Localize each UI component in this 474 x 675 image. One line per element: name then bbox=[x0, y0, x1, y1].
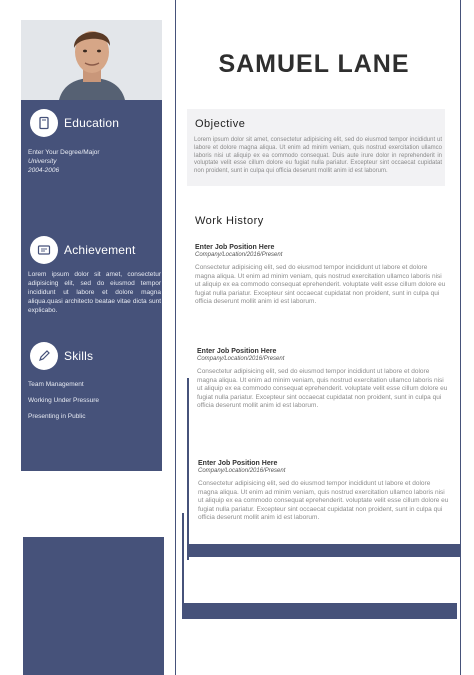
education-title: Education bbox=[64, 116, 120, 130]
book-icon bbox=[30, 109, 58, 137]
skills-title: Skills bbox=[64, 349, 94, 363]
work-history-title: Work History bbox=[195, 215, 264, 227]
skill-item: Presenting in Public bbox=[28, 413, 86, 420]
achievement-title: Achievement bbox=[64, 243, 136, 257]
job-description: Consectetur adipisicing elit, sed do eiusmod tempor incididunt ut labore et dolore magna aliqua. Ut enim ad minim veniam, quis nostrud exercitation ullamco laboris nisi ut aliquip ex ea commodo consequat eprehenderit. voluptate velit esse cillum dolore eu fugiat nulla pariatur. Excepteur sint occaecat cupidatat non proident, sunt in culpa qui officia deserunt mollit anim id est laborum. bbox=[198, 480, 449, 522]
job-entry bbox=[198, 460, 450, 523]
objective-text: Lorem ipsum dolor sit amet, consectetur adipisicing elit, sed do eiusmod tempor incididunt ut labore et dolore magna aliqua. Ut enim ad minim veniam, quis nostrud exercitation ullamco laboris nisi ut aliquip ex ea commodo consequat. Duis aute irure dolor in reprehenderit in voluptate velit esse cillum dolore eu fugiat nulla pariatur. Excepteur sint occaecat cupidatat non proident, sunt in culpa qui officia deserunt mollit anim id est laborum. bbox=[194, 137, 442, 175]
job-description: Consectetur adipisicing elit, sed do eiusmod tempor incididunt ut labore et dolore magna aliqua. Ut enim ad minim veniam, quis nostrud exercitation ullamco laboris nisi ut aliquip ex ea commodo consequat eprehenderit. voluptate velit esse cillum dolore eu fugiat nulla pariatur. Excepteur sint occaecat cupidatat non proident, sunt in culpa qui officia deserunt mollit anim id est laborum. bbox=[195, 264, 446, 306]
job-company: Company/Location/2016/Present bbox=[198, 468, 286, 474]
education-years: 2004-2006 bbox=[28, 167, 60, 174]
skills-header bbox=[30, 342, 93, 370]
sidebar bbox=[21, 100, 162, 471]
university: University bbox=[28, 158, 57, 165]
job-description: Consectetur adipisicing elit, sed do eiusmod tempor incididunt ut labore et dolore magna aliqua. Ut enim ad minim veniam, quis nostrud exercitation ullamco laboris nisi ut aliquip ex ea commodo consequat eprehenderit. voluptate velit esse cillum dolore eu fugiat nulla pariatur. Excepteur sint occaecat cupidatat non proident, sunt in culpa qui officia deserunt mollit anim id est laborum. bbox=[197, 368, 448, 410]
achievement-header bbox=[30, 236, 136, 264]
degree: Enter Your Degree/Major bbox=[28, 149, 100, 156]
achievement-text: Lorem ipsum dolor sit amet, consectetur adipisicing elit, sed do eiusmod tempor incididunt ut labore et dolore magna aliqua.quasi architecto beatae vitae dicta sunt explicabo. bbox=[28, 271, 161, 314]
certificate-icon bbox=[30, 236, 58, 264]
decorative-bar bbox=[183, 603, 457, 619]
page-edge-line bbox=[460, 0, 461, 675]
objective-title: Objective bbox=[195, 118, 246, 130]
decorative-line bbox=[187, 378, 189, 560]
profile-photo bbox=[21, 20, 162, 100]
job-entry bbox=[195, 244, 447, 307]
job-position: Enter Job Position Here bbox=[198, 460, 278, 467]
decorative-bar bbox=[187, 544, 460, 557]
objective-section bbox=[187, 109, 445, 186]
job-entry bbox=[197, 348, 449, 411]
job-position: Enter Job Position Here bbox=[197, 348, 277, 355]
education-header bbox=[30, 109, 119, 137]
job-position: Enter Job Position Here bbox=[195, 244, 275, 251]
skill-item: Working Under Pressure bbox=[28, 397, 100, 404]
job-company: Company/Location/2016/Present bbox=[195, 252, 283, 258]
job-company: Company/Location/2016/Present bbox=[197, 356, 285, 362]
candidate-name: SAMUEL LANE bbox=[218, 50, 410, 78]
column-divider bbox=[175, 0, 176, 675]
pencil-icon bbox=[30, 342, 58, 370]
skill-item: Team Management bbox=[28, 381, 84, 388]
education-details bbox=[28, 148, 100, 175]
sidebar-bottom-block bbox=[23, 537, 164, 675]
